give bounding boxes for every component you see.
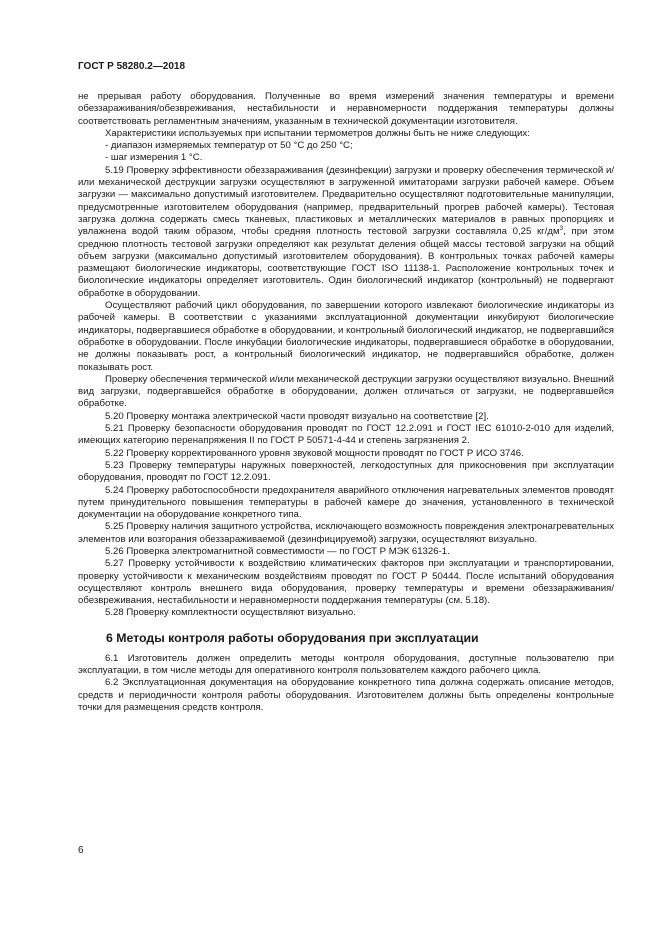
page-number: 6 (78, 845, 84, 856)
paragraph-5-22: 5.22 Проверку корректированного уровня звуковой мощности проводят по ГОСТ Р ИСО 3746. (105, 447, 524, 459)
paragraph: не прерывая работу оборудования. Полученные во время измерений значения температуры и времени обеззараживания/обезвреживания, нестабильности и неравномерности поддержания температуры должны соответствовать регламентным значениям, указанным в технической документации изготовителя. (78, 91, 614, 127)
paragraph: Проверку обеспечения термической и/или механической деструкции загрузки осуществляют визуально. Внешний вид загрузки, подвергавшейся обработке в оборудовании, должен отличаться от загрузки, не подвергавшейся обработке. (78, 373, 614, 410)
superscript: 3 (559, 225, 564, 233)
paragraph-5-25: 5.25 Проверку наличия защитного устройства, исключающего возможность повреждения электронагревательных элементов или возгорания обеззараживаемой (дезинфицируемой) загрузки, осуществляют визуально. (78, 521, 614, 545)
paragraph-5-19 (78, 165, 614, 300)
paragraph: Осуществляют рабочий цикл оборудования, по завершении которого извлекают биологические индикаторы из рабочей камеры. В соответствии с указаниями эксплуатационной документации инкубируют биологические индикаторы, подвергавшиеся обработке в оборудовании, и контрольный биологический индикатор, не подвергавшийся обработке в оборудовании. После инкубации биологические индикаторы, подвергавшиеся обработке в оборудовании, не должны показывать рост, а контрольный биологический индикатор, не подвергавшийся обработке, должен показывать рост. (78, 300, 614, 373)
paragraph: Характеристики используемых при испытании термометров должны быть не ниже следующих: (105, 127, 530, 139)
paragraph-6-2: 6.2 Эксплуатационная документация на оборудование конкретного типа должна содержать описание методов, средств и периодичности контроля работы оборудования. Изготовителем должны быть определены контрольные точки для размещения средств контроля. (78, 677, 614, 713)
paragraph-5-27: 5.27 Проверку устойчивости к воздействию климатических факторов при эксплуатации и транспортировании, проверку устойчивости к механическим воздействиям проводят по ГОСТ Р 50444. После испытаний оборудования осуществляют контроль внешнего вида оборудования, проверку температуры и времени обеззараживания/обезвреживания, нестабильности и неравномерности поддержания температуры (см. 5.18). (78, 558, 614, 607)
document-body (78, 91, 614, 714)
paragraph-5-28: 5.28 Проверку комплектности осуществляют визуально. (105, 607, 356, 619)
section-heading: 6 Методы контроля работы оборудования при эксплуатации (106, 630, 479, 645)
paragraph-5-23: 5.23 Проверку температуры наружных поверхностей, легкодоступных для прикосновения при эксплуатации оборудования, проводят по ГОСТ 12.2.091. (78, 459, 614, 484)
document-header: ГОСТ Р 58280.2—2018 (78, 61, 186, 72)
paragraph-5-20: 5.20 Проверку монтажа электрической части проводят визуально на соответствие [2]. (105, 410, 489, 422)
list-item: - диапазон измеряемых температур от 50 °C до 250 °C; (105, 140, 353, 152)
paragraph-5-19-cont: , при этом среднюю плотность тестовой загрузки определяют как результат деления общей массы тестовой загрузки на общий объем загрузки (максимально допустимый изготовителем оборудования). В контрольных точках рабочей камеры размещают биологические индикаторы, соответствующие ГОСТ ISO 11138-1. Расположение контрольных точек и биологические индикаторы определяет изготовитель. Один биологический индикатор (контрольный) не подвергают обработке в оборудовании. (78, 226, 615, 299)
paragraph-5-26: 5.26 Проверка электромагнитной совместимости — по ГОСТ Р МЭК 61326-1. (105, 545, 450, 557)
paragraph-6-1: 6.1 Изготовитель должен определить методы контроля оборудования, доступные пользователю при эксплуатации, в том числе методы для оперативного контроля пользователем каждого рабочего цикла. (78, 652, 614, 677)
paragraph-5-19-text: 5.19 Проверку эффективности обеззараживания (дезинфекции) загрузки и проверку обеспечения термической и/или механической деструкции загрузки осуществляют в загруженной имитаторами загрузки рабочей камере. Объем загрузки — максимально допустимый изготовителем. Предварительно осуществляют подготовительные манипуляции, предусмотренные изготовителем оборудования (например, предварительный прогрев рабочей камеры). Тестовая загрузка должна содержать смесь тканевых, пластиковых и металлических материалов в равных пропорциях и увлажнена водой таким образом, чтобы средняя плотность тестовой загрузки составляла 0,25 кг/дм (78, 164, 614, 238)
list-item: - шаг измерения 1 °C. (105, 152, 203, 164)
paragraph-5-21: 5.21 Проверку безопасности оборудования проводят по ГОСТ 12.2.091 и ГОСТ IEC 61010-2-010 для изделий, имеющих категорию перенапряжения II по ГОСТ Р 50571-4-44 и степень загрязнения 2. (78, 423, 614, 447)
paragraph-5-24: 5.24 Проверку работоспособности предохранителя аварийного отключения нагревательных элементов проводят путем принудительного повышения температуры в рабочей камере до значения, установленного в технической документации на оборудование конкретного типа. (78, 484, 614, 521)
